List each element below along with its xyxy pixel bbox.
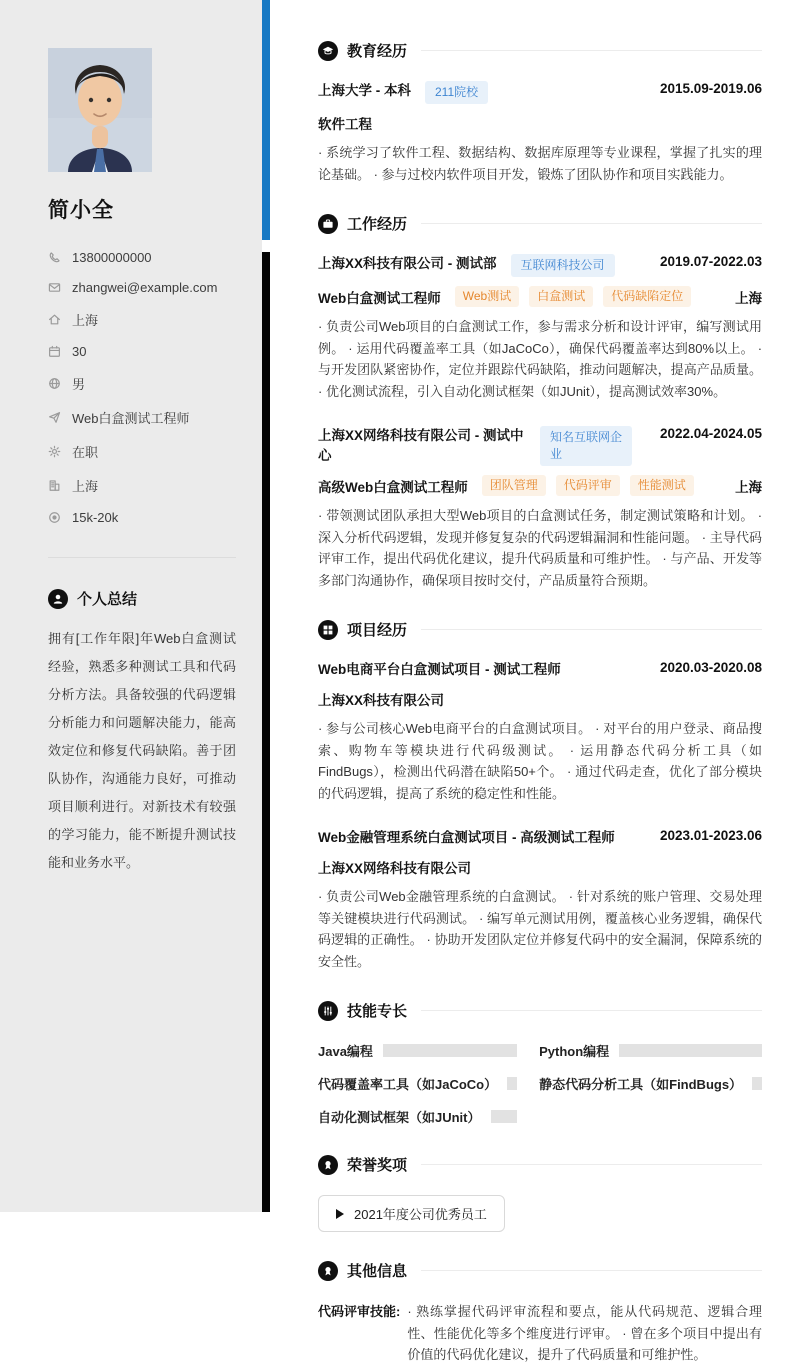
school-name: 上海大学 - 本科 — [318, 83, 411, 98]
company-name: 上海XX网络科技有限公司 - 测试中心 — [318, 428, 524, 463]
section-divider-line — [421, 629, 762, 630]
job-role-row — [318, 286, 762, 307]
company-name: 上海XX科技有限公司 - 测试部 — [318, 256, 497, 271]
education-desc: · 系统学习了软件工程、数据结构、数据库原理等专业课程，掌握了扎实的理论基础。 · 参与过校内软件项目开发，锻炼了团队协作和项目实践能力。 — [318, 145, 763, 182]
section-skills — [318, 1000, 762, 1126]
honor-chip[interactable] — [318, 1195, 505, 1232]
contact-location-text: 上海 — [72, 313, 99, 328]
contact-salary-text: 15k-20k — [72, 510, 119, 525]
play-icon — [336, 1209, 344, 1219]
job-desc: · 负责公司Web项目的白盒测试工作，参与需求分析和设计评审，编写测试用例。 · 运用代码覆盖率工具（如JaCoCo），确保代码覆盖率达到80%以上。 · 与开发团队紧密协作，定位并跟踪代码缺陷，推动问题解决，提高产品质量。 · 优化测试流程，引入自动化测试框架（如JUnit），提高测试效率30%。 — [318, 319, 763, 399]
contact-phone-text: 13800000000 — [72, 250, 152, 265]
job-location: 上海 — [735, 290, 763, 306]
section-divider-line — [421, 50, 762, 51]
other-info-text: · 熟练掌握代码评审流程和要点，能从代码规范、逻辑合理性、性能优化等多个维度进行评审。 · 曾在多个项目中提出有价值的代码优化建议，提升了代码质量和可维护性。 — [407, 1304, 763, 1362]
grid-icon — [318, 620, 338, 640]
other-header — [318, 1260, 762, 1281]
job-tags — [482, 475, 704, 496]
skill-label: Python编程 — [539, 1044, 610, 1059]
job-date: 2019.07-2022.03 — [659, 254, 763, 269]
job-location: 上海 — [735, 479, 763, 495]
section-education — [318, 40, 762, 185]
award-icon — [318, 1261, 338, 1281]
skill-bar — [752, 1077, 762, 1090]
job-tag: 白盒测试 — [529, 286, 593, 307]
job-entry — [318, 254, 762, 402]
skill-bar — [491, 1110, 518, 1123]
calendar-icon — [48, 345, 61, 358]
job-tag: 团队管理 — [482, 475, 546, 496]
project-company: 上海XX网络科技有限公司 — [318, 861, 472, 876]
candidate-name: 简小全 — [48, 199, 114, 222]
home-icon — [48, 313, 61, 326]
globe-icon — [48, 377, 61, 390]
job-date: 2022.04-2024.05 — [659, 426, 763, 441]
other-info-label: 代码评审技能: — [318, 1304, 401, 1319]
job-role: 高级Web白盒测试工程师 — [318, 479, 468, 495]
skill-bar — [507, 1077, 517, 1090]
job-tag: 性能测试 — [630, 475, 694, 496]
other-title: 其他信息 — [347, 1263, 408, 1280]
projects-header — [318, 619, 762, 640]
person-icon — [48, 589, 68, 609]
skill-label: 自动化测试框架（如JUnit） — [318, 1110, 481, 1125]
job-entry-head — [318, 254, 762, 277]
education-entry — [318, 81, 762, 104]
contact-salary — [48, 510, 236, 525]
projects-title: 项目经历 — [347, 622, 408, 639]
accent-strip — [262, 0, 270, 1212]
skill-row — [539, 1041, 762, 1060]
building-icon — [48, 479, 61, 492]
mail-icon — [48, 281, 61, 294]
contact-job-title-text: Web白盒测试工程师 — [72, 411, 190, 426]
contact-gender-text: 男 — [72, 377, 86, 392]
project-date: 2023.01-2023.06 — [659, 828, 763, 843]
education-title: 教育经历 — [347, 43, 408, 60]
project-entry-head — [318, 660, 762, 680]
contact-phone — [48, 250, 236, 265]
graduation-cap-icon — [318, 41, 338, 61]
profile-photo — [48, 48, 152, 172]
job-tag: 代码评审 — [556, 475, 620, 496]
skill-label: 静态代码分析工具（如FindBugs） — [539, 1077, 743, 1092]
paper-plane-icon — [48, 411, 61, 424]
project-name: Web电商平台白盒测试项目 - 测试工程师 — [318, 662, 561, 677]
profile-photo-illustration — [48, 48, 152, 172]
summary-header — [48, 588, 236, 609]
skill-row — [318, 1074, 517, 1093]
contact-location — [48, 310, 236, 329]
target-icon — [48, 511, 61, 524]
accent-strip-black — [262, 252, 270, 1212]
sidebar-divider — [48, 557, 236, 558]
phone-icon — [48, 251, 61, 264]
education-date: 2015.09-2019.06 — [659, 81, 763, 96]
job-desc: · 带领测试团队承担大型Web项目的白盒测试任务，制定测试策略和计划。 · 深入分析代码逻辑，发现并修复复杂的代码逻辑漏洞和性能问题。 · 主导代码评审工作，提出代码优化建议，提升代码质量和可维护性。 · 与产品、开发等多部门沟通协作，确保项目按时交付，产品质量符合预期。 — [318, 508, 763, 588]
school-badge: 211院校 — [425, 81, 488, 104]
briefcase-icon — [318, 214, 338, 234]
job-entry — [318, 426, 762, 591]
contact-age-text: 30 — [72, 344, 87, 359]
contact-gender — [48, 374, 236, 393]
contact-job-title — [48, 408, 236, 427]
project-entry — [318, 828, 762, 972]
job-role-row — [318, 475, 762, 496]
contact-age — [48, 344, 236, 359]
skill-bar — [619, 1044, 762, 1057]
project-date: 2020.03-2020.08 — [659, 660, 763, 675]
job-entry-head — [318, 426, 762, 466]
job-tag: 代码缺陷定位 — [603, 286, 691, 307]
project-entry — [318, 660, 762, 804]
skill-row — [539, 1074, 762, 1093]
skill-bar — [383, 1044, 517, 1057]
work-header — [318, 213, 762, 234]
section-work — [318, 213, 762, 591]
section-projects — [318, 619, 762, 972]
honors-header — [318, 1154, 762, 1175]
honors-title: 荣誉奖项 — [347, 1157, 408, 1174]
education-header — [318, 40, 762, 61]
summary-text: 拥有[工作年限]年Web白盒测试经验，熟悉多种测试工具和代码分析方法。具备较强的代码逻辑分析能力和问题解决能力，能高效定位和修复代码缺陷。善于团队协作，沟通能力良好，可推动项目顺利进行。对新技术有较强的学习能力，能不断提升测试技能和业务水平。 — [48, 631, 236, 870]
project-entry-head — [318, 828, 762, 848]
sliders-icon — [318, 1001, 338, 1021]
contact-city-text: 上海 — [72, 479, 99, 494]
contact-email-text: zhangwei@example.com — [72, 280, 218, 295]
company-badge: 知名互联网企业 — [540, 426, 632, 466]
contact-city — [48, 476, 236, 495]
job-role: Web白盒测试工程师 — [318, 290, 441, 306]
section-divider-line — [421, 1010, 762, 1011]
other-info-row — [318, 1301, 762, 1366]
section-divider-line — [421, 223, 762, 224]
contact-status — [48, 442, 236, 461]
section-divider-line — [421, 1270, 762, 1271]
gear-icon — [48, 445, 61, 458]
section-other — [318, 1260, 762, 1366]
contact-status-text: 在职 — [72, 445, 99, 460]
company-badge: 互联网科技公司 — [511, 254, 615, 277]
skill-grid — [318, 1041, 762, 1126]
main-content — [270, 0, 810, 1362]
section-honors — [318, 1154, 762, 1232]
skill-label: Java编程 — [318, 1044, 373, 1059]
honor-label: 2021年度公司优秀员工 — [354, 1207, 487, 1222]
project-desc: · 负责公司Web金融管理系统的白盒测试。 · 针对系统的账户管理、交易处理等关键模块进行代码测试。 · 编写单元测试用例，覆盖核心业务逻辑，确保代码逻辑的正确性。 · 协助开发团队定位并修复代码中的安全漏洞，保障系统的安全性。 — [318, 889, 763, 969]
skill-label: 代码覆盖率工具（如JaCoCo） — [318, 1077, 498, 1092]
summary-title: 个人总结 — [77, 591, 138, 608]
project-desc: · 参与公司核心Web电商平台的白盒测试项目。 · 对平台的用户登录、商品搜索、购物车等模块进行代码级测试。 · 运用静态代码分析工具（如FindBugs），检测出代码潜在缺陷50+个。 · 通过代码走查，优化了部分模块的代码逻辑，提高了系统的稳定性和性能。 — [318, 721, 763, 801]
award-icon — [318, 1155, 338, 1175]
section-divider-line — [421, 1164, 762, 1165]
contact-email — [48, 280, 236, 295]
sidebar — [0, 0, 262, 1212]
skill-row — [318, 1041, 517, 1060]
project-company: 上海XX科技有限公司 — [318, 693, 445, 708]
work-title: 工作经历 — [347, 216, 408, 233]
project-name: Web金融管理系统白盒测试项目 - 高级测试工程师 — [318, 830, 615, 845]
contact-list — [48, 250, 236, 525]
skill-row — [318, 1107, 517, 1126]
skills-header — [318, 1000, 762, 1021]
accent-strip-blue — [262, 0, 270, 240]
job-tags — [455, 286, 702, 307]
skills-title: 技能专长 — [347, 1003, 408, 1020]
job-tag: Web测试 — [455, 286, 519, 307]
major-name: 软件工程 — [318, 117, 372, 132]
